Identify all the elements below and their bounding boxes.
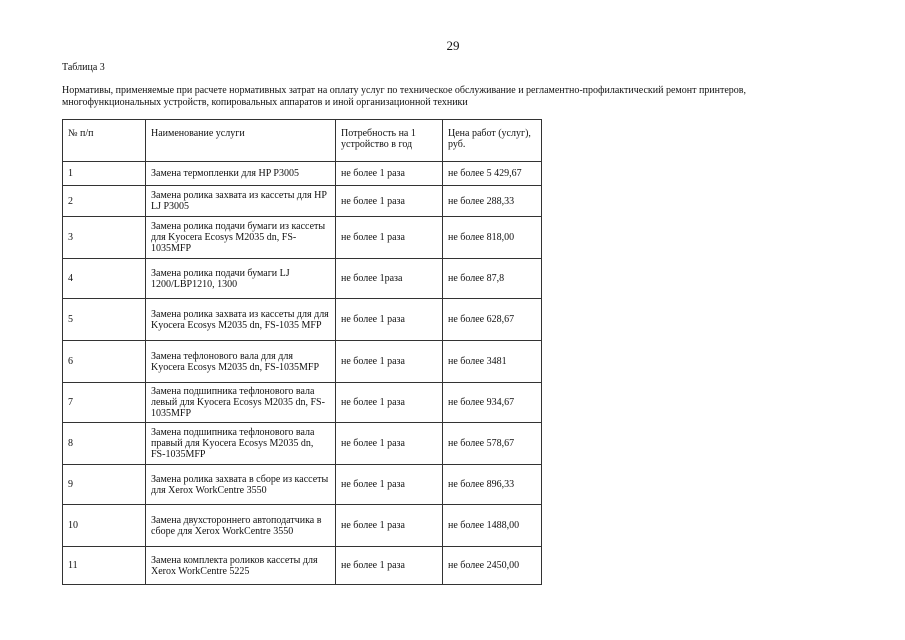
table-row — [63, 299, 542, 341]
service-name-cell: Замена подшипника тефлонового вала правый для Kyocera Ecosys M2035 dn, FS-1035MFP — [146, 423, 336, 465]
header-demand: Потребность на 1 устройство в год — [336, 120, 443, 162]
demand-cell: не более 1 раза — [336, 162, 443, 186]
row-number-cell: 3 — [63, 217, 146, 259]
table-body — [63, 120, 542, 585]
page-number: 29 — [446, 38, 460, 53]
norms-table — [62, 119, 542, 585]
price-cell: не более 818,00 — [443, 217, 542, 259]
table-row — [63, 162, 542, 186]
demand-cell: не более 1 раза — [336, 423, 443, 465]
service-name-cell: Замена ролика подачи бумаги LJ 1200/LBP1210, 1300 — [146, 259, 336, 299]
table-label: Таблица 3 — [62, 62, 105, 73]
service-name-cell: Замена ролика захвата из кассеты для для Kyocera Ecosys M2035 dn, FS-1035 MFP — [146, 299, 336, 341]
intro-paragraph: Нормативы, применяемые при расчете нормативных затрат на оплату услуг по техническое обслуживание и регламентно-профилактический ремонт принтеров, многофункциональных устройств, копировальных аппаратов и иной организационной техники — [62, 85, 747, 108]
table-row — [63, 547, 542, 585]
service-name-cell: Замена ролика захвата в сборе из кассеты для Xerox WorkCentre 3550 — [146, 465, 336, 505]
table-row — [63, 465, 542, 505]
row-number-cell: 11 — [63, 547, 146, 585]
table-row — [63, 259, 542, 299]
demand-cell: не более 1 раза — [336, 505, 443, 547]
table-row — [63, 341, 542, 383]
price-cell: не более 3481 — [443, 341, 542, 383]
demand-cell: не более 1 раза — [336, 217, 443, 259]
table-row — [63, 423, 542, 465]
header-service-name: Наименование услуги — [146, 120, 336, 162]
demand-cell: не более 1раза — [336, 259, 443, 299]
price-cell: не более 87,8 — [443, 259, 542, 299]
row-number-cell: 10 — [63, 505, 146, 547]
service-name-cell: Замена ролика захвата из кассеты для HP LJ P3005 — [146, 186, 336, 217]
demand-cell: не более 1 раза — [336, 547, 443, 585]
table-header-row — [63, 120, 542, 162]
demand-cell: не более 1 раза — [336, 299, 443, 341]
row-number-cell: 1 — [63, 162, 146, 186]
price-cell: не более 934,67 — [443, 383, 542, 423]
service-name-cell: Замена двухстороннего автоподатчика в сборе для Xerox WorkCentre 3550 — [146, 505, 336, 547]
price-cell: не более 1488,00 — [443, 505, 542, 547]
price-cell: не более 288,33 — [443, 186, 542, 217]
price-cell: не более 896,33 — [443, 465, 542, 505]
table-row — [63, 383, 542, 423]
service-name-cell: Замена ролика подачи бумаги из кассеты для Kyocera Ecosys M2035 dn, FS-1035MFP — [146, 217, 336, 259]
table-row — [63, 505, 542, 547]
row-number-cell: 5 — [63, 299, 146, 341]
row-number-cell: 9 — [63, 465, 146, 505]
table-row — [63, 217, 542, 259]
row-number-cell: 6 — [63, 341, 146, 383]
service-name-cell: Замена термопленки для HP P3005 — [146, 162, 336, 186]
header-price: Цена работ (услуг), руб. — [443, 120, 542, 162]
row-number-cell: 2 — [63, 186, 146, 217]
service-name-cell: Замена комплекта роликов кассеты для Xerox WorkCentre 5225 — [146, 547, 336, 585]
row-number-cell: 4 — [63, 259, 146, 299]
row-number-cell: 8 — [63, 423, 146, 465]
price-cell: не более 5 429,67 — [443, 162, 542, 186]
price-cell: не более 628,67 — [443, 299, 542, 341]
header-number: № п/п — [63, 120, 146, 162]
price-cell: не более 2450,00 — [443, 547, 542, 585]
service-name-cell: Замена тефлонового вала для для Kyocera Ecosys M2035 dn, FS-1035MFP — [146, 341, 336, 383]
demand-cell: не более 1 раза — [336, 186, 443, 217]
demand-cell: не более 1 раза — [336, 465, 443, 505]
table-row — [63, 186, 542, 217]
price-cell: не более 578,67 — [443, 423, 542, 465]
service-name-cell: Замена подшипника тефлонового вала левый для Kyocera Ecosys M2035 dn, FS-1035MFP — [146, 383, 336, 423]
row-number-cell: 7 — [63, 383, 146, 423]
demand-cell: не более 1 раза — [336, 383, 443, 423]
demand-cell: не более 1 раза — [336, 341, 443, 383]
